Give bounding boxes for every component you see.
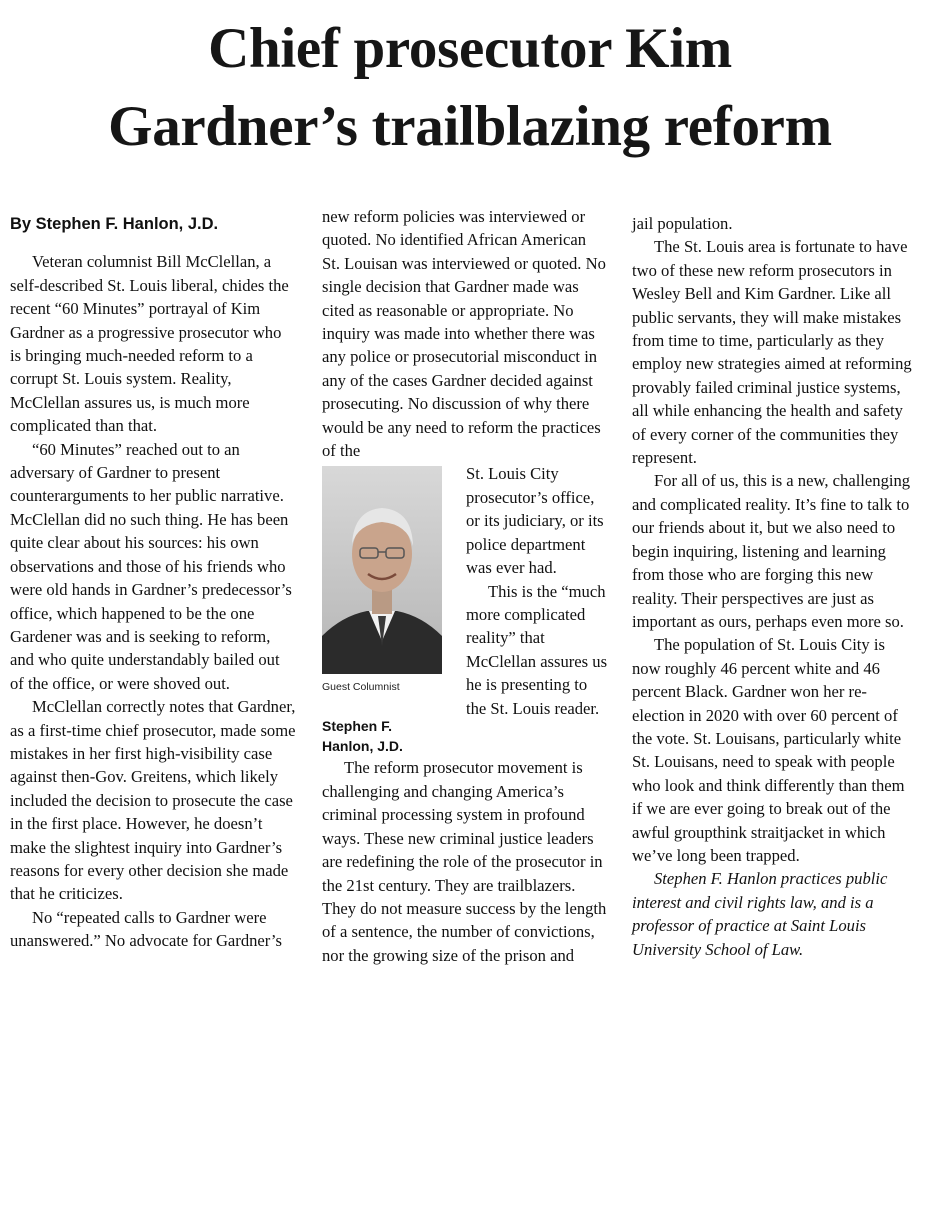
paragraph: The St. Louis area is fortunate to have two of these new reform prosecutors in Wesley Bell and Kim Gardner. Like all public servants, they will make mistakes from time to time, particularly as they employ new strategies aimed at reforming provably failed criminal justice systems, all while enhancing the health and safety of every corner of the communities they represent. [632, 237, 912, 468]
columnist-name-line-2: Hanlon, J.D. [322, 738, 403, 755]
paragraph: “60 Minutes” reached out to an adversary of Gardner to present counterarguments to her public narrative. McClellan did no such thing. He has been quite clear about his sources: his own observations and those of his friends who were old hands in Gardner’s predecessor’s office, which happened to be the one Gardener was and is seeking to reform, and who quite understandably bailed out of the office, or were shoved out. [10, 439, 292, 693]
paragraph: new reform policies was interviewed or quoted. No identified African American St. Louisan was interviewed or quoted. No single decision that Gardner made was cited as reasonable or appropriate. No inquiry was made into whether there was any police or prosecutorial misconduct in any of the cases Gardner decided against prosecuting. No discussion of why there would be any need to reform the practices of the [322, 207, 606, 461]
paragraph: St. Louis City prosecutor’s office, or its judiciary, or its police department was ever had. [466, 464, 604, 578]
columnist-photo-block [322, 466, 456, 756]
columnist-name [322, 716, 456, 756]
paragraph: This is the “much more complicated reality” that McClellan assures us he is presenting to the St. Louis reader. [466, 581, 608, 718]
paragraph: jail population. [632, 214, 733, 233]
byline: By Stephen F. Hanlon, J.D. [10, 215, 219, 233]
columnist-name-line-1: Stephen F. [322, 718, 393, 735]
paragraph: Veteran columnist Bill McClellan, a self-described St. Louis liberal, chides the recent “60 Minutes” portrayal of Kim Gardner as a progressive prosecutor who is bringing much-needed reform to a corrupt St. Louis system. Reality, McClellan assures us, is much more complicated than that. [10, 252, 289, 436]
headline [0, 10, 940, 166]
paragraph: The reform prosecutor movement is challenging and changing America’s criminal processing system in profound ways. These new criminal justice leaders are redefining the role of the prosecutor in the 21st century. They are trailblazers. They do not measure success by the length of a sentence, the number of convictions, nor the growing size of the prison and [322, 758, 607, 965]
article-column-1 [10, 205, 296, 953]
article-column-2 [322, 205, 608, 967]
paragraph: The population of St. Louis City is now roughly 46 percent white and 46 percent Black. Gardner won her re-election in 2020 with over 60 percent of the vote. St. Louisans, particularly white St. Louisans, need to speak with people who look and think differently than them if we are ever going to break out of the awful groupthink straitjacket in which we’ve long been trapped. [632, 635, 905, 865]
columnist-photo [322, 466, 442, 674]
paragraph: McClellan correctly notes that Gardner, as a first-time chief prosecutor, made some mistakes in her first high-visibility case against then-Gov. Greitens, which likely included the decision to prosecute the case in the first place. However, he doesn’t make the slightest inquiry into Gardner’s reasons for every other decision she made that he criticizes. [10, 697, 296, 904]
article-column-3 [632, 212, 914, 961]
paragraph: For all of us, this is a new, challenging and complicated reality. It’s fine to talk to our friends about it, but we also need to begin inquiring, listening and learning from those who are forging this new reality. Their perspectives are just as important as ours, perhaps even more so. [632, 471, 911, 631]
headline-line-1: Chief prosecutor Kim [208, 17, 732, 80]
paragraph: No “repeated calls to Gardner were unanswered.” No advocate for Gardner’s [10, 907, 282, 951]
photo-caption: Guest Columnist [322, 681, 400, 694]
headline-line-2: Gardner’s trailblazing reform [108, 95, 832, 158]
author-signature: Stephen F. Hanlon practices public interest and civil rights law, and is a professor of practice at Saint Louis University School of Law. [632, 869, 888, 959]
